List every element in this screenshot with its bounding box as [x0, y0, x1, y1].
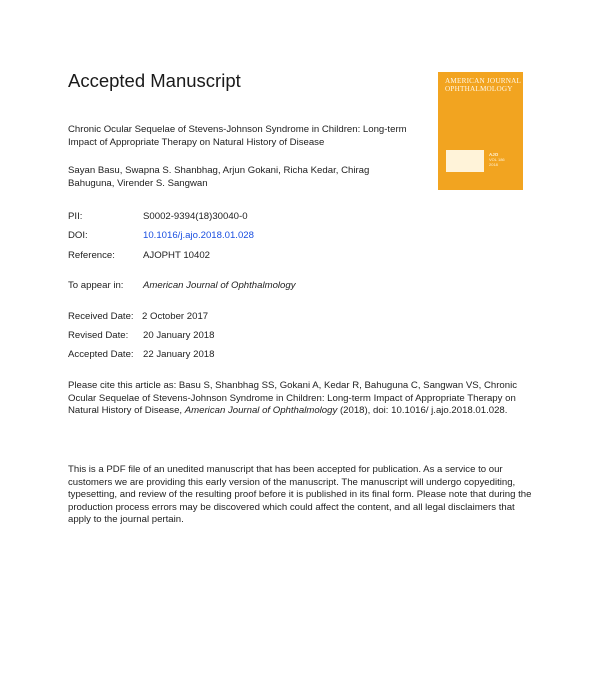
accepted-date-value: 22 January 2018: [143, 349, 215, 360]
appear-in-label: To appear in:: [68, 280, 124, 291]
received-date-value: 2 October 2017: [142, 311, 209, 322]
revised-date-value: 20 January 2018: [143, 330, 215, 341]
accepted-date-label: Accepted Date:: [68, 349, 134, 360]
pii-value: S0002-9394(18)30040-0: [143, 211, 248, 222]
citation-journal: American Journal of Ophthalmology: [184, 405, 338, 417]
revised-date-label: Revised Date:: [68, 330, 129, 341]
cover-title-line-1: AMERICAN JOURNAL: [445, 77, 522, 85]
cover-small-line-1: AJO: [489, 152, 499, 157]
doi-link[interactable]: 10.1016/j.ajo.2018.01.028: [143, 230, 254, 241]
reference-value: AJOPHT 10402: [143, 250, 211, 261]
citation-paragraph: [68, 380, 538, 418]
article-title: Chronic Ocular Sequelae of Stevens-Johnson Syndrome in Children: Long-term Impact of Appropriate Therapy on Natural History of Disease: [68, 124, 407, 148]
citation-suffix: (2018), doi: 10.1016/ j.ajo.2018.01.028.: [337, 405, 508, 417]
cover-title-line-2: OPHTHALMOLOGY: [445, 85, 513, 93]
received-date-label: Received Date:: [68, 311, 134, 322]
reference-label: Reference:: [68, 250, 115, 261]
cover-small-line-2: VOL 186: [489, 157, 505, 162]
cover-small-text: [489, 152, 519, 170]
citation-prefix: Please cite this article as: Basu S, Shanbhag SS, Gokani A, Kedar R, Bahuguna C, Sangwan VS, Chronic Ocular Sequelae of Stevens-Johnson Syndrome in Children: Long-term Impact of Appropriate Therapy on Natural History of Disease,: [68, 380, 518, 417]
journal-cover-image: [438, 72, 523, 190]
cover-journal-title: [445, 77, 521, 93]
page-heading: Accepted Manuscript: [68, 70, 241, 91]
cover-small-line-3: 2018: [489, 162, 498, 167]
manuscript-notice: This is a PDF file of an unedited manuscript that has been accepted for publication. As a service to our customers we are providing this early version of the manuscript. The manuscript will undergo copyediting, typesetting, and review of the resulting proof before it is published in its final form. Please note that during the production process errors may be discovered which could affect the content, and all legal disclaimers that apply to the journal pertain.: [68, 464, 532, 526]
article-authors: Sayan Basu, Swapna S. Shanbhag, Arjun Gokani, Richa Kedar, Chirag Bahuguna, Virender S. Sangwan: [68, 165, 370, 189]
appear-in-value: American Journal of Ophthalmology: [143, 280, 296, 291]
pii-label: PII:: [68, 211, 83, 222]
cover-white-panel: [446, 150, 484, 172]
doi-label: DOI:: [68, 230, 88, 241]
